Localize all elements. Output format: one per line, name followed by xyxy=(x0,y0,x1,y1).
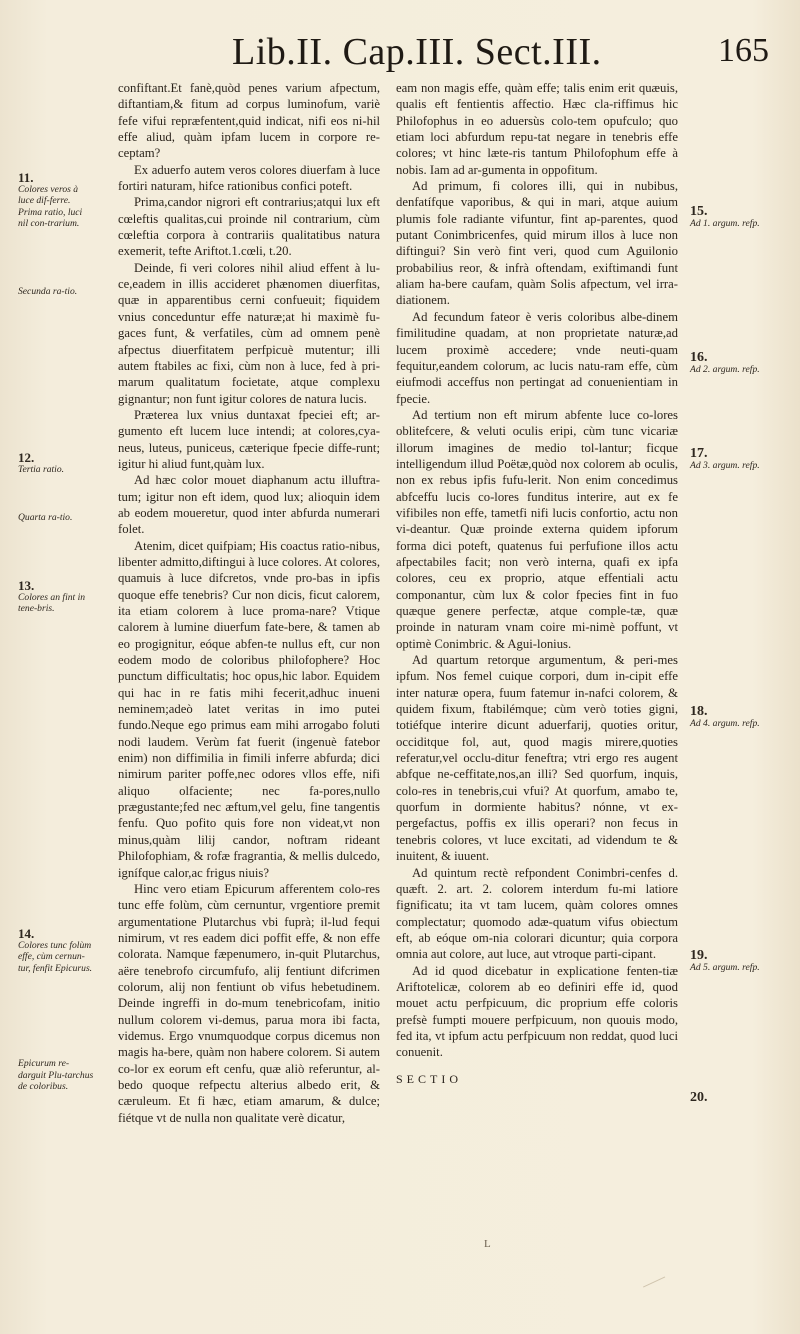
right-text-column xyxy=(396,80,678,1087)
marginal-number: 11. xyxy=(18,170,34,185)
paragraph: Deinde, fi veri colores nihil aliud effent à lu-ce,eadem in illis accideret phænomen diuerfitas, quæ in apparentibus cerni confueuit; fiquidem vnius conceduntur effe naturæ;at hi maximè fu-gaces funt, & verfatiles, cùm ad omnem penè afpectus diuerfitatem perfpicuè mutentur; illi autem ftabiles ac fixi, cùm non à luce, fed à pri-marum qualitatum focietate, atque complexu gignantur; non funt igitur colores de natura lucis. xyxy=(118,260,380,406)
marginal-gloss: Ad 1. argum. refp. xyxy=(690,217,760,229)
margin-note-right xyxy=(690,1092,790,1104)
paragraph: eam non magis effe, quàm effe; talis enim erit quæuis, qualis eft fentientis affectio. Hæc cla-riffimus hic Philofophus in eo aduersùs colo-tem opufculo; quo etiam loci abfurdum repu-tat negare in tenebris effe colores; vt hinc læte-ris tantum Philofophum effe à nobis. Iam ad ar-gumenta in oppofitum. xyxy=(396,81,678,177)
paragraph: Prima,candor nigrori eft contrarius;atqui lux eft cœleftis qualitas,cui proinde nil contrarium, cùm cœleftia corpora à contrariis qualitatibus natura exemerit, tefte Ariftot.1.cœli, t.20. xyxy=(118,195,380,259)
marginal-number: 17. xyxy=(690,446,708,461)
paragraph: Ad quintum rectè refpondent Conimbri-cenfes d. quæft. 2. art. 2. colorem interdum fu-mi latiore fignificatu; ita vt tam lucem, quàm colores omnes complectatur; quomodo adæ-quatum vifus obiectum eft, ab eóque om-nia colorari dicuntur; quia corpora omnia aut colore, aut luce, aut vtroque parti-cipant. xyxy=(396,865,678,962)
marginal-gloss: Tertia ratio. xyxy=(18,463,65,475)
margin-note-right xyxy=(690,950,790,973)
marginal-number: 15. xyxy=(690,204,708,219)
page-header xyxy=(0,30,800,76)
paragraph: confiftant.Et fanè,quòd penes varium afpectum, diftantiam,& fitum ad corpus luminofum, variè fefe vifui repræfentent,quid indicat, nifi eos ni-hil effe aliud, quàm ipfam lucem in corpore re-ceptam? xyxy=(118,81,380,161)
margin-note-right xyxy=(690,706,790,729)
paragraph: Ad quartum retorque argumentum, & peri-mes ipfum. Nos femel cuique corpori, dum in-cipit effe inter naturæ opera, fuum fatemur in-nafci colorem, & quidem fixum, ftabilémque; cùm verò toties gigni, totiéfque interire dicunt aduerfarij, quoties oritur, occiditque fol, aut, quod magis mirere,quoties referatur,vel occlu-ditur feneftra; vtri ergo res augent abfque ne-ceffitate,nos,an illi? Sed quorfum, inquis, colo-res in tenebris,cui vfui? At quorfum, amabo te, quorfum in dormiente habitus? nónne, vt ex-pergefactus, poffis ex illis operari? non fecus in tenebris colores, vt luce excitati, ad videndum te & inuitent, & iuuent. xyxy=(396,653,678,864)
left-text-column xyxy=(118,80,380,1126)
marginal-gloss: Ad 2. argum. refp. xyxy=(690,363,760,375)
marginal-gloss: Colores an fint in tene-bris. xyxy=(18,591,86,614)
ink-mark xyxy=(639,1267,665,1287)
catchword: SECTIO xyxy=(396,1071,462,1086)
paragraph: Ad primum, fi colores illi, qui in nubibus, denfatífque vaporibus, & qui in mari, atque auium plumis fole radiante vifuntur, fint ap-parentes, quod putant Conimbricenfes, quid mirum illos à luce non diftingui? Sin verò fint veri, quod cum Aguilonio probabilius reor, & infrà oftendam, exiftimandi funt aliam ha-bere caufam, quàm Solis afpectum, vel irra-diationem. xyxy=(396,179,678,308)
marginal-gloss: Colores veros à luce dif-ferre. Prima ratio, luci nil con-trarium. xyxy=(18,183,83,229)
paragraph: Atenim, dicet quifpiam; His coactus ratio-nibus, libenter admitto,diftingui à luce colores. At colores, quamuis à luce difcretos, vnde pro-bas in ipfis quoque effe tenebris? Cur non dicis, ficut calorem, ita etiam colorem à luce proma-nare? Vtique calorem à lumine diuerfum fate-bere, & tamen ab eo progignitur, eóque abfen-te nullus eft, cur non eodem modo de coloribus philofophere? Hoc punctum difficultatis; hoc opus,hic labor. Equidem qui hac in re fatis mihi fecerit,adhuc inueni neminem;adeò latet veritas in imo putei fundo.Neque ego primus eam mihi arrogabo foluti nodi laudem. Verùm fat fuerit (ingenuè fatebor enim) non diffimilia in fimili inferre abfurda; dici nimirum pariter poffe,nec odores vllos effe, nifi aliquo olfaciente; nec fa-pores,nullo prægustante;fed nec æftum,vel gelu, fine tangentis fenfu. Quo pofito quis fore non videat,vt non minus,quàm lilij candor, noftram rideant Philofophiam, & rofæ fragrantia, & mellis dulcedo, ignífque calor,ac frigus niuis? xyxy=(118,538,380,880)
margin-note-left xyxy=(18,580,94,615)
paragraph: Ad id quod dicebatur in explicatione fenten-tiæ Ariftotelicæ, colorem ab eo definiri effe id, quod mouet actu perfpicuum, dic proprium effe coloris prefsè fumpti mouere perfpicuum, non quouis modo, fed ita, vt ipfum actu perfpicuum non reddat, quod luci conuenit. xyxy=(396,963,678,1060)
paragraph: Hinc vero etiam Epicurum afferentem colo-res tunc effe folùm, cùm cernuntur, vrgentiore premit argumentatione Plutarchus vbi fuprà; il-lud fequi nimirum, vt res eadem dici poffit effe, & non effe colorata. Namque fæpenumero, in-quit Plutarchus, aëre tenebrofo circumfufo, alij fentiunt difcrimen colorum, alij non fentiunt ob vifus hebetudinem. Deinde ingreffi in do-mum tenebricofam, initio nullum colorem vi-demus, parua mora ibi facta, videmus. Ergo vnumquodque corpus dicemus non magis ha-bere, quàm non habere colorem. Si autem co-lor ex eorum eft cenfu, quæ aliò referuntur, al-bedo quoque refpectu alterius albedo erit, & cæruleum. Et fi hæc, etiam amarum, & dulce; fiétque vt de nulla non qualitate verè dicatur, xyxy=(118,881,380,1125)
marginal-gloss: Colores tunc folùm effe, cùm cernun-tur, fenfit Epicurus. xyxy=(18,939,93,974)
margin-note-right xyxy=(690,206,790,229)
paragraph: Præterea lux vnius duntaxat fpeciei eft; ar-gumento eft lucem luce intendi; at colores,cya-neus, luteus, puniceus, cæterique fpecie diffe-runt; igitur hi aliud funt,quàm lux. xyxy=(118,407,380,471)
running-title: Lib.II. Cap.III. Sect.III. xyxy=(232,31,602,73)
paragraph: Ex aduerfo autem veros colores diuerfam à luce fortiri naturam, hifce rationibus confici poteft. xyxy=(118,162,380,194)
margin-note-right xyxy=(690,448,790,471)
paragraph: Ad fecundum fateor è veris coloribus albe-dinem fimilitudine quadam, at non proprietate naturæ,ad lucem proximè accedere; vnde neuti-quam fequitur,eandem colorum, ac lucis natu-ram effe, cùm eiufmodi acceffus non pertingat ad conuenientiam in fpecie. xyxy=(396,309,678,406)
margin-note-left xyxy=(18,172,94,230)
marginal-gloss: Ad 5. argum. refp. xyxy=(690,961,760,973)
marginal-gloss: Quarta ra-tio. xyxy=(18,512,73,523)
marginal-number: 16. xyxy=(690,350,708,365)
margin-note-right xyxy=(690,352,790,375)
marginal-number: 19. xyxy=(690,948,708,963)
margin-note-left xyxy=(18,452,94,475)
marginal-number: 14. xyxy=(18,926,35,941)
marginal-number: 13. xyxy=(18,578,35,593)
margin-note-left xyxy=(18,286,94,298)
marginal-gloss: Ad 3. argum. refp. xyxy=(690,459,760,471)
marginal-gloss: Secunda ra-tio. xyxy=(18,286,78,297)
marginal-number: 20. xyxy=(690,1090,708,1105)
paragraph: Ad tertium non eft mirum abfente luce co-lores oblitefcere, & veluti oculis eripi, cùm tunc vicariæ illorum imagines de medio tol-lantur; ficque intelligendum illud Poëtæ,quòd nox colorem ab oculis, non ex rebus ipfis fufu-lerit. Non enim concedimus abfceffu lucis co-lores funditus interire, aut ex fe vifibiles non effe, tametfi nifi lucis confortio, actu non vi-deantur. Quæ proinde externa quidem ipforum forma dici poteft, quatenus fui perfufione illos actu afpectabiles facit; non verò interna, quafi ex ipfa colores, ceu ex proprio, atque effentiali actu componantur, cùm lux & color fpecies fint in fuo quæque genere perfectæ, atque comple-tæ, quæ proinde in naturam vnam coire mi-nimè poffunt, vt optimè Conimbric. & Agui-lonius. xyxy=(396,407,678,651)
margin-note-left xyxy=(18,928,94,974)
margin-note-left xyxy=(18,512,94,524)
paragraph: Ad hæc color mouet diaphanum actu illuftra-tum; igitur non eft idem, quod lux; alioquin idem ab eodem moueretur, quod inter abfurda numerari folet. xyxy=(118,473,380,537)
marginal-number: 18. xyxy=(690,704,708,719)
marginal-number: 12. xyxy=(18,450,35,465)
page-number: 165 xyxy=(718,32,769,69)
marginal-gloss: Epicurum re-darguit Plu-tarchus de coloribus. xyxy=(18,1058,94,1092)
margin-note-left xyxy=(18,1058,94,1093)
signature-mark: L xyxy=(484,1238,491,1250)
marginal-gloss: Ad 4. argum. refp. xyxy=(690,717,760,729)
